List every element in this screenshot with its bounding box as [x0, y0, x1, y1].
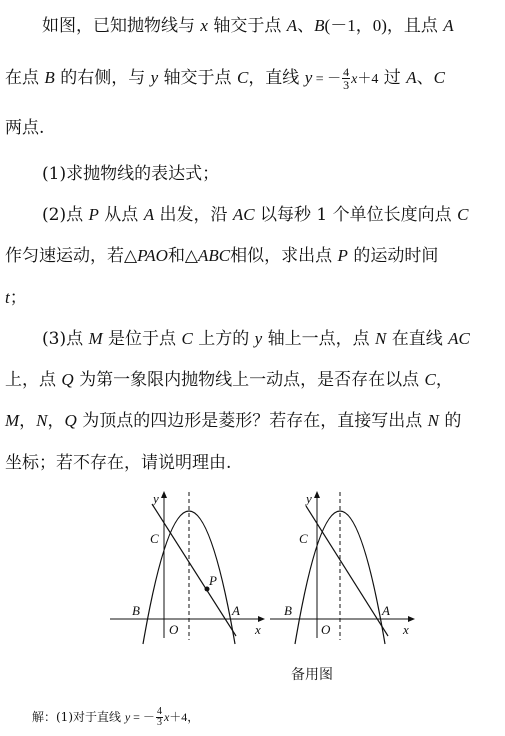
label-C: C: [150, 531, 159, 546]
point-P: P: [337, 246, 348, 265]
label-C: C: [299, 531, 308, 546]
point-N: N: [427, 411, 439, 430]
label-O: O: [169, 622, 179, 637]
text: 是位于点: [102, 329, 182, 349]
text: 上方的: [192, 329, 255, 349]
point-P: P: [88, 205, 99, 224]
triangle-ABC: ABC: [198, 246, 231, 265]
line-AC: [306, 506, 388, 636]
point-C: C: [236, 68, 249, 87]
text: 过: [378, 68, 407, 88]
var-y: y: [124, 710, 131, 724]
text: 、: [416, 68, 434, 88]
question-1: [42, 163, 219, 185]
label-x: x: [403, 622, 409, 637]
point-M: M: [88, 329, 103, 348]
text: (1)求抛物线的表达式；: [42, 164, 220, 184]
line-AC: AC: [448, 329, 470, 348]
point-C: C: [181, 329, 193, 348]
point-Q: Q: [64, 411, 77, 430]
point-A: A: [143, 205, 155, 224]
point-B: B: [44, 68, 55, 87]
text: 在直线: [386, 329, 449, 349]
equation-tail: ＋4，: [169, 710, 200, 724]
point-A: A: [286, 16, 298, 35]
text: 的右侧，与: [54, 68, 151, 88]
text: 轴交于点: [207, 16, 287, 36]
point-C: C: [433, 68, 445, 87]
text: 上，点: [5, 370, 62, 390]
text: 在点: [5, 68, 45, 88]
question-2-line-3: [5, 287, 27, 309]
label-y: y: [153, 491, 159, 506]
label-B: B: [132, 603, 140, 618]
label-y: y: [306, 491, 312, 506]
text: 轴交于点: [158, 68, 237, 88]
point-M: M: [5, 411, 20, 430]
label-B: B: [284, 603, 292, 618]
point-A: A: [443, 16, 454, 35]
segment-AC: AC: [232, 205, 255, 224]
text: ，: [19, 411, 37, 431]
question-3-line-2: [5, 369, 453, 391]
text: 以每秒 1 个单位长度向点: [254, 205, 458, 225]
point-A: A: [406, 68, 417, 87]
text: 的运动时间: [347, 246, 439, 266]
question-3-line-3: [5, 410, 461, 432]
point-N: N: [374, 329, 387, 348]
figure-spare: [270, 488, 430, 648]
label-A: A: [382, 603, 390, 618]
label-x: x: [255, 622, 261, 637]
point-B-coords: (－1，0): [324, 16, 387, 35]
fraction-numerator: 4: [156, 706, 162, 717]
y-axis-arrow-icon: [314, 491, 320, 498]
var-x: x: [163, 710, 170, 724]
equation-tail: ＋4: [357, 72, 379, 87]
text: 相似，求出点: [230, 246, 338, 266]
equals-minus: = －: [130, 710, 155, 724]
fraction-denominator: 3: [343, 78, 350, 92]
text: (3)点: [42, 329, 89, 349]
var-x: x: [351, 72, 358, 87]
text: 、: [297, 16, 315, 36]
figure-caption: 备用图: [291, 667, 333, 683]
point-B: B: [314, 16, 325, 35]
var-y: y: [150, 68, 159, 87]
text: ，直线: [248, 68, 305, 88]
text: 轴上一点，点: [262, 329, 375, 349]
point-C: C: [457, 205, 469, 224]
problem-line-2: [5, 66, 445, 91]
problem-line-1: [42, 15, 454, 37]
question-2-line-1: [42, 204, 468, 226]
problem-line-3: [5, 117, 44, 139]
text: 如图，已知抛物线与: [42, 16, 201, 36]
label-O: O: [321, 622, 331, 637]
solution-line: [32, 707, 199, 728]
point-C: C: [424, 370, 436, 389]
text: 两点.: [5, 118, 45, 138]
var-t: t: [5, 288, 10, 307]
question-2-line-2: [5, 245, 438, 267]
line-AC: [152, 504, 236, 636]
equals-minus: = －: [312, 72, 342, 87]
text: 坐标；若不存在，请说明理由.: [5, 453, 232, 473]
point-Q: Q: [61, 370, 74, 389]
triangle-PAO: PAO: [137, 246, 168, 265]
text: 为第一象限内抛物线上一动点，是否存在以点: [73, 370, 425, 390]
text: 作匀速运动，若△: [5, 246, 138, 266]
var-y: y: [254, 329, 263, 348]
text: ；: [9, 288, 27, 308]
text: 的: [438, 411, 462, 431]
var-x: x: [200, 16, 208, 35]
label-A: A: [232, 603, 240, 618]
text: 从点: [98, 205, 144, 225]
figure-main: [110, 488, 270, 648]
text: 出发，沿: [154, 205, 233, 225]
y-axis-arrow-icon: [161, 491, 167, 498]
text: 和△: [167, 246, 199, 266]
text: ，: [47, 411, 65, 431]
x-axis-arrow-icon: [408, 616, 415, 622]
text: ，且点: [386, 16, 444, 36]
label-P: P: [209, 573, 217, 588]
fraction-denominator: 3: [156, 717, 162, 728]
text: 解：(1)对于直线: [32, 710, 125, 724]
point-N: N: [36, 411, 48, 430]
text: 为顶点的四边形是菱形？若存在，直接写出点: [76, 411, 428, 431]
fraction-numerator: 4: [343, 65, 350, 79]
question-3-line-1: [42, 328, 470, 350]
var-y: y: [304, 68, 313, 87]
fraction-four-thirds: [156, 707, 163, 728]
text: ，: [435, 370, 453, 390]
question-3-line-4: [5, 452, 231, 474]
text: (2)点: [42, 205, 89, 225]
fraction-four-thirds: [342, 66, 350, 91]
